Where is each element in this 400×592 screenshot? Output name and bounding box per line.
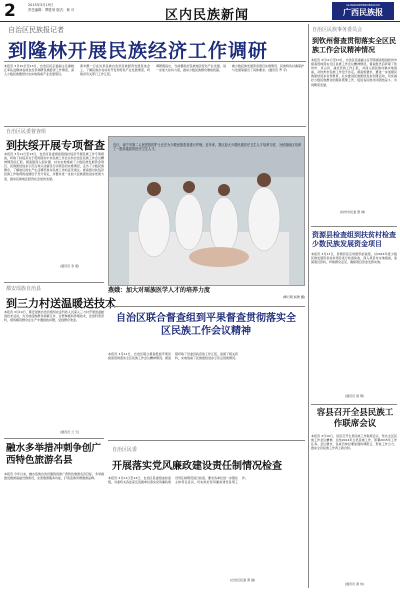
section-title: 区内民族新闻: [165, 8, 250, 23]
left1-headline: 到扶绥开展专项督查: [6, 139, 105, 152]
left1-byline: (通讯员 李 昭): [60, 264, 80, 268]
right1-kicker: 自治区民族事务委员会: [312, 27, 363, 33]
page-header: [0, 0, 400, 22]
center2-headline: 自治区联合督查组到平果督查贯彻落实全区民族工作会议精神: [116, 313, 296, 337]
center2-body: 本报讯 3月11日，自治区联合督查组到平果县督查贯彻落实全区民族工作会议精神情况。督查组听取了县委县政府的工作汇报，查阅了相关资料，实地察看了民族团结进步示范点创建情况。: [108, 352, 239, 361]
lead-kicker: 自治区民族报记者: [8, 26, 64, 34]
right1-body: 本报讯 3月11日至13日，自治区民委副主任带领督查组到钦州市督查贯彻落实全区民族工作会议精神情况。督查组先后听取了钦州市、灵山县、浦北县的工作汇报，并深入到民族村寨实地察看，对钦州市民族工作给予肯定。督查组要求，要进一步加强民族团结进步宣传教育，扎实推进民族团结进步创建活动，切实做好少数民族群众的服务管理工作，促进各民族共同团结奋斗、共同繁荣发展。: [311, 58, 397, 87]
photo-illustration: [109, 137, 305, 286]
divider: [108, 306, 305, 307]
divider: [4, 61, 306, 62]
left1-kicker: 自治区民委督查组: [6, 129, 47, 135]
left1-body: 本报讯 3月11日至13日，自治区民委督查组到扶绥县开展民族工作专项督查，听取了扶绥县关于贯彻落实中央民族工作会议和自治区民族工作会议精神情况的汇报。督查组深入到乡镇、村屯实地察看了少数民族发展资金项目、民族团结进步示范点和兴边富民行动项目的实施情况，走访了少数民族群众，了解他们的生产生活情况和对民族工作的意见建议。督查组对扶绥县民族工作取得的成绩给予充分肯定，并要求进一步加大民族团结进步创建力度，推动民族地区经济社会加快发展。: [4, 152, 104, 181]
divider: [4, 126, 306, 127]
left2-headline: 到三力村送温暖送技术: [6, 297, 116, 310]
left3-body: 本报讯 今年以来，融水苗族自治县围绕创建广西特色旅游名县目标，多举措推进旅游基础设施建设，完善旅游服务功能，打造苗族风情旅游品牌。: [4, 472, 104, 481]
divider: [311, 226, 397, 227]
date-line: [28, 3, 98, 13]
right1-byline: (钦州市民委 蒙 健): [340, 210, 366, 214]
right2-headline: 资源县检查组到扶贫村检查少数民族发展资金项目: [312, 230, 396, 248]
newspaper-logo: [332, 2, 394, 20]
center3-byline: (自治区民委 黄 瑞): [230, 578, 256, 582]
photo-caption: [108, 287, 305, 299]
lead-headline: 到隆林开展民族经济工作调研: [8, 40, 269, 62]
left2-kicker: 都安瑶族自治县: [6, 286, 42, 292]
left2-body: 本报讯 3月10日，都安瑶族自治县组织农业科技人员深入三力村开展送温暖送技术活动，为当地瑶族群众讲解玉米、甘蔗种植和养殖技术，发放科普资料，现场解答群众在生产中遇到的问题，受到群众欢迎。: [4, 310, 104, 323]
page-number: 2: [4, 1, 16, 21]
right3-body: 本报讯 3月10日，容县召开全县民族工作联席会议，传达全区民族工作会议精神，总结2014年全县民族工作，部署2015年工作任务。会议要求，各成员单位要加强协调配合，形成工作合力，推动全县民族工作再上新台阶。: [311, 434, 397, 451]
logo-url: GUANGXIMINZUBAO.CN: [346, 3, 380, 7]
divider: [311, 404, 397, 405]
center3-kicker: 自治区民委: [112, 447, 138, 453]
right3-headline: 容县召开全县民族工作联席会议: [316, 408, 394, 429]
lead-col-3: 调研组指出，当前要抓好民族地区特色产业发展，进一步加大扶持力度，推动少数民族群众增收致富。: [156, 64, 226, 73]
right3-byline: (通讯员 黄 伟): [345, 582, 365, 586]
left3-headline: 融水多举措冲刺争创广西特色旅游名县: [6, 443, 102, 466]
date-text: 2015年3月19日: [28, 3, 54, 7]
feature-photo: [108, 136, 305, 286]
lead-col-4: 就少数民族发展资金项目实施情况、民族特色村寨保护与发展等提出了具体要求。(通讯员 罗 宇): [232, 64, 304, 73]
photo-overlay-text: 近日，南宁市第二人民医院的护士正在为少数民族患者进行护理。近年来，我区加大少数民族医疗卫生人才培养力度，为民族地区培养了一批高素质的医疗卫生人才。: [113, 143, 302, 152]
logo-name: 广西民族报: [343, 7, 383, 17]
column-divider: [308, 24, 309, 588]
caption-byline: (覃日明 杨勇 摄): [282, 295, 305, 299]
right1-headline: 到钦州督查贯彻落实全区民族工作会议精神情况: [312, 36, 396, 54]
divider: [4, 438, 104, 439]
caption-title: 燕娥：加大对瑶族医学人才的培养力度: [108, 287, 211, 294]
right2-body: 本报讯 3月11日，资源县民宗局组织检查组，对2014年度少数民族发展资金扶持项目进行检查验收，深入项目村实地察看，查阅项目资料，听取群众意见，确保项目资金发挥实效。: [311, 252, 397, 265]
editor-text: 责任编辑：覃胜划 版式：黄 可: [28, 8, 75, 12]
lead-col-2: 黄华群一行在该县各族自治县民族经济发展座谈会上，了解民族乡村扶贫开发和特色产业发展情况，听取县有关部门工作汇报。: [80, 64, 150, 77]
center3-body: 本报讯 3月11日至13日，自治区民委组成检查组，对委机关各处室及直属单位落实党风廉政建设责任制情况进行检查，要求各单位进一步强化主体责任意识，切实抓好党风廉政建设各项工作。: [108, 476, 249, 485]
lead-col-1: 本报讯 3月10日至13日，自治区民宗委副主任谢晓江率队赴隆林各族自治县调研民族经济工作情况，深入少数民族聚居村屯实地察看产业发展项目。: [4, 64, 74, 77]
right2-byline: (通讯员 蒋 晖): [345, 394, 365, 398]
left2-byline: (通讯员 兰 天): [60, 430, 80, 434]
center3-headline: 开展落实党风廉政建设责任制情况检查: [112, 461, 282, 472]
divider: [108, 440, 305, 441]
divider: [4, 282, 104, 283]
